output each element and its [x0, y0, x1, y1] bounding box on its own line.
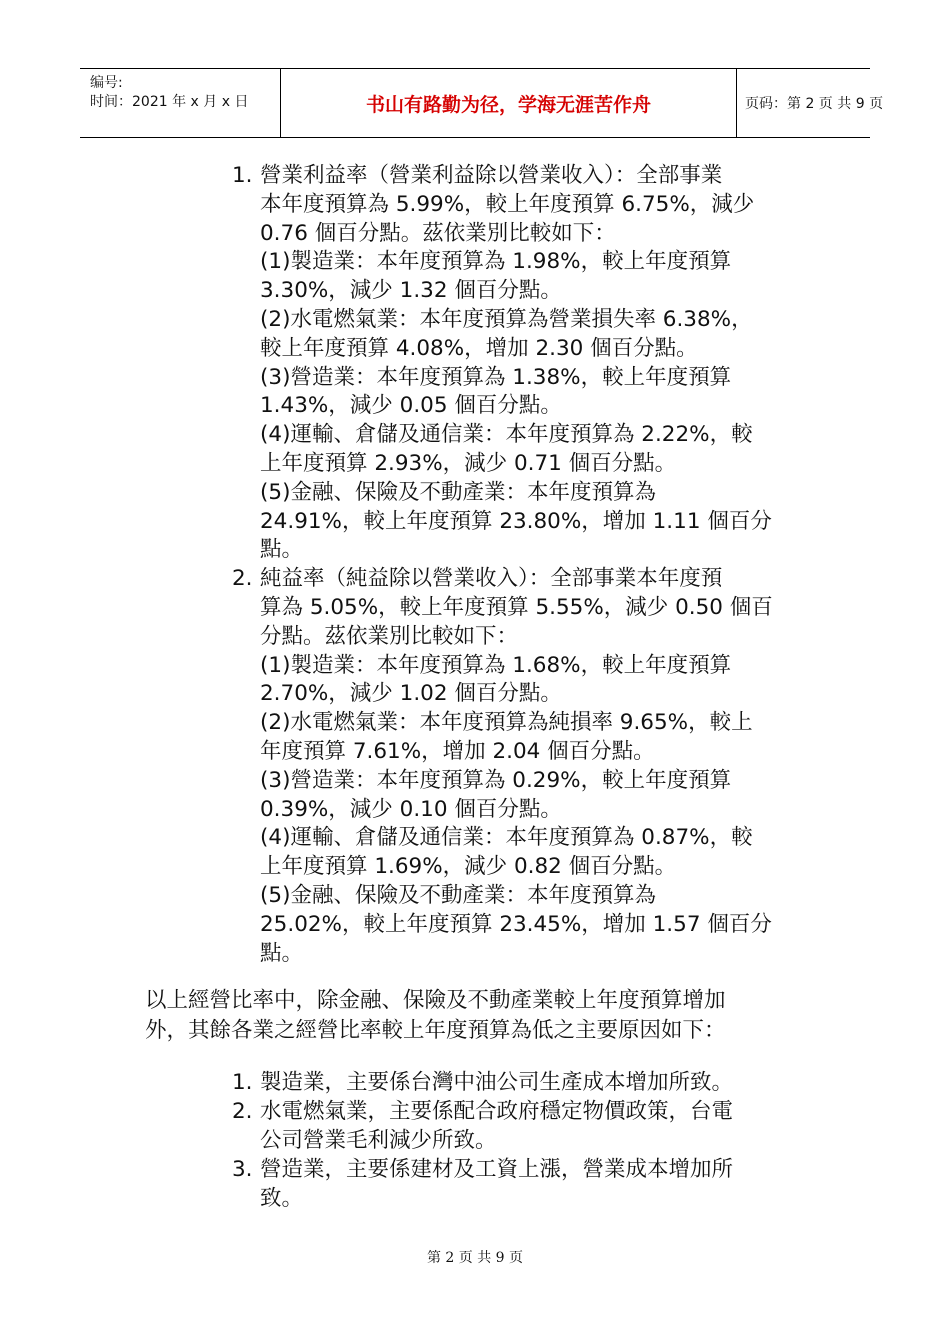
- reasons-list: [232, 1068, 733, 1213]
- list-item-line: 水電燃氣業，主要係配合政府穩定物價政策，台電: [260, 1099, 734, 1124]
- list-item-line: 營業利益率（營業利益除以營業收入）：全部事業: [260, 163, 723, 188]
- sub-item-line: (2)水電燃氣業：本年度預算為營業損失率 6.38%，: [260, 306, 753, 332]
- sub-item-line: (5)金融、保險及不動產業：本年度預算為: [260, 882, 656, 908]
- summary-line: 外，其餘各業之經營比率較上年度預算為低之主要原因如下：: [145, 1018, 726, 1043]
- sub-item-line: (4)運輸、倉儲及通信業：本年度預算為 2.22%，較: [260, 422, 753, 448]
- page-label: 页码：第 2 页 共 9 页: [745, 96, 884, 112]
- header-meta-cell: [80, 69, 281, 137]
- sub-item-line: (3)營造業：本年度預算為 0.29%，較上年度預算: [260, 767, 732, 793]
- list-item-line: 本年度預算為 5.99%，較上年度預算 6.75%，減少: [260, 191, 755, 217]
- sub-item-line: 0.39%，減少 0.10 個百分點。: [260, 796, 562, 822]
- sub-item-line: 點。: [260, 537, 304, 563]
- summary-line: 以上經營比率中，除金融、保險及不動產業較上年度預算增加: [145, 988, 726, 1013]
- motto: 书山有路勤为径，学海无涯苦作舟: [365, 94, 651, 116]
- list-item-number: 1.: [232, 163, 253, 188]
- header-page-cell: [737, 69, 884, 137]
- list-item-number: 2.: [232, 1099, 253, 1124]
- sub-item-line: 24.91%，較上年度預算 23.80%，增加 1.11 個百分: [260, 508, 772, 534]
- ratio-list: [232, 162, 773, 968]
- list-item-line: 0.76 個百分點。茲依業別比較如下：: [260, 220, 616, 246]
- list-item: [232, 1068, 733, 1097]
- header-motto-cell: [281, 69, 737, 137]
- list-item-line: 製造業，主要係台灣中油公司生產成本增加所致。: [260, 1070, 734, 1095]
- sub-item-line: 2.70%，減少 1.02 個百分點。: [260, 681, 562, 707]
- sub-item-line: 3.30%，減少 1.32 個百分點。: [260, 278, 562, 304]
- time-label: 时间：2021 年 x 月 x 日: [90, 94, 249, 110]
- list-item-line: 純益率（純益除以營業收入）：全部事業本年度預: [260, 566, 723, 592]
- list-item-line: 算為 5.05%，較上年度預算 5.55%，減少 0.50 個百: [260, 594, 773, 620]
- list-item-line: 致。: [260, 1186, 304, 1211]
- number-label: 编号:: [90, 75, 123, 91]
- header-table: [80, 68, 884, 138]
- list-item: [232, 1155, 733, 1213]
- list-item-line: 公司營業毛利減少所致。: [260, 1128, 497, 1153]
- list-item: [232, 565, 773, 968]
- list-item-line: 分點。茲依業別比較如下：: [260, 623, 519, 649]
- sub-item-line: (3)營造業：本年度預算為 1.38%，較上年度預算: [260, 364, 732, 390]
- sub-item-line: (1)製造業：本年度預算為 1.98%，較上年度預算: [260, 249, 732, 275]
- sub-item-line: (1)製造業：本年度預算為 1.68%，較上年度預算: [260, 652, 732, 678]
- sub-item-line: 年度預算 7.61%，增加 2.04 個百分點。: [260, 738, 655, 764]
- sub-item-line: (5)金融、保險及不動產業：本年度預算為: [260, 479, 656, 505]
- list-item: [232, 162, 773, 565]
- list-item-number: 1.: [232, 1070, 253, 1095]
- summary-paragraph: [145, 986, 726, 1046]
- sub-item-line: 上年度預算 1.69%，減少 0.82 個百分點。: [260, 854, 677, 880]
- sub-item-line: 點。: [260, 940, 304, 966]
- page-footer: 第 2 页 共 9 页: [426, 1250, 524, 1266]
- list-item-line: 營造業，主要係建材及工資上漲，營業成本增加所: [260, 1157, 734, 1182]
- list-item-number: 3.: [232, 1157, 253, 1182]
- sub-item-line: (4)運輸、倉儲及通信業：本年度預算為 0.87%，較: [260, 825, 753, 851]
- sub-item-line: 1.43%，減少 0.05 個百分點。: [260, 393, 562, 419]
- sub-item-line: 25.02%，較上年度預算 23.45%，增加 1.57 個百分: [260, 911, 772, 937]
- sub-item-line: 較上年度預算 4.08%，增加 2.30 個百分點。: [260, 335, 698, 361]
- list-item-number: 2.: [232, 566, 253, 592]
- list-item: [232, 1097, 733, 1155]
- sub-item-line: 上年度預算 2.93%，減少 0.71 個百分點。: [260, 450, 677, 476]
- sub-item-line: (2)水電燃氣業：本年度預算為純損率 9.65%，較上: [260, 710, 753, 736]
